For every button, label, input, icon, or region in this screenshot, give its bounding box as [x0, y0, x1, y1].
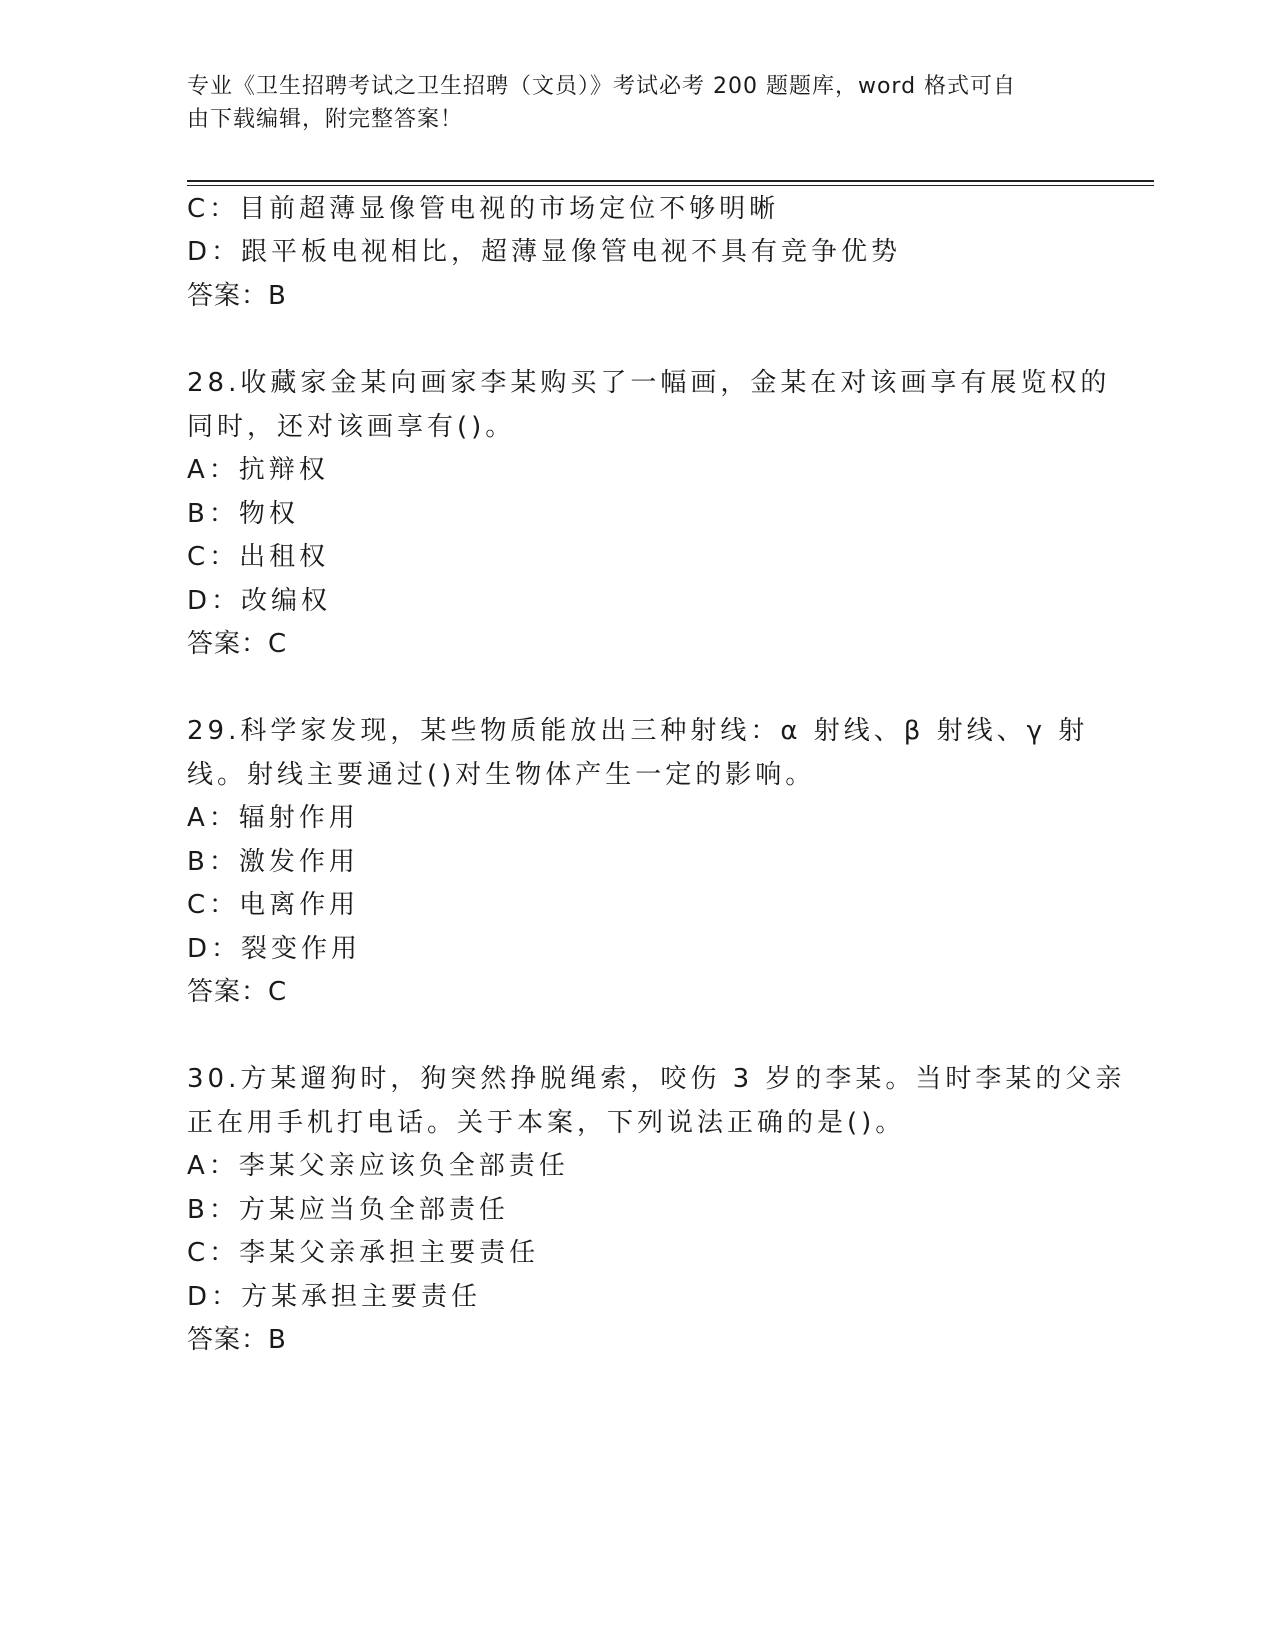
q30-option-c: C：李某父亲承担主要责任 — [187, 1238, 540, 1268]
header-divider-thin — [187, 185, 1154, 186]
q29-stem-line-1: 29.科学家发现，某些物质能放出三种射线：α 射线、β 射线、γ 射 — [187, 716, 1089, 746]
q27-option-c: C：目前超薄显像管电视的市场定位不够明晰 — [187, 194, 780, 224]
q29-option-c: C：电离作用 — [187, 890, 360, 920]
q28-answer: 答案：C — [187, 629, 288, 659]
q30-stem-line-1: 30.方某遛狗时，狗突然挣脱绳索，咬伤 3 岁的李某。当时李某的父亲 — [187, 1064, 1126, 1094]
q29-stem-line-2: 线。射线主要通过()对生物体产生一定的影响。 — [187, 760, 816, 790]
document-header — [187, 70, 1067, 136]
q30-stem-line-2: 正在用手机打电话。关于本案，下列说法正确的是()。 — [187, 1108, 906, 1138]
q29-answer: 答案：C — [187, 977, 288, 1007]
q29-option-b: B：激发作用 — [187, 847, 359, 877]
q29-option-a: A：辐射作用 — [187, 803, 359, 833]
q30-option-a: A：李某父亲应该负全部责任 — [187, 1151, 569, 1181]
header-line-1: 专业《卫生招聘考试之卫生招聘（文员）》考试必考 200 题题库，word 格式可自 — [187, 74, 1017, 99]
q27-answer: 答案：B — [187, 281, 287, 311]
header-line-2: 由下载编辑，附完整答案！ — [187, 107, 464, 132]
q28-stem-line-2: 同时，还对该画享有()。 — [187, 412, 516, 442]
q28-stem-line-1: 28.收藏家金某向画家李某购买了一幅画，金某在对该画享有展览权的 — [187, 368, 1111, 398]
q28-option-d: D：改编权 — [187, 586, 332, 616]
q28-option-b: B：物权 — [187, 499, 299, 529]
q29-option-d: D：裂变作用 — [187, 934, 362, 964]
q27-option-d: D：跟平板电视相比，超薄显像管电视不具有竞争优势 — [187, 237, 902, 267]
q28-option-c: C：出租权 — [187, 542, 330, 572]
q30-option-b: B：方某应当负全部责任 — [187, 1195, 509, 1225]
q28-option-a: A：抗辩权 — [187, 455, 329, 485]
header-divider-thick — [187, 180, 1154, 182]
q30-answer: 答案：B — [187, 1325, 287, 1355]
q30-option-d: D：方某承担主要责任 — [187, 1282, 482, 1312]
